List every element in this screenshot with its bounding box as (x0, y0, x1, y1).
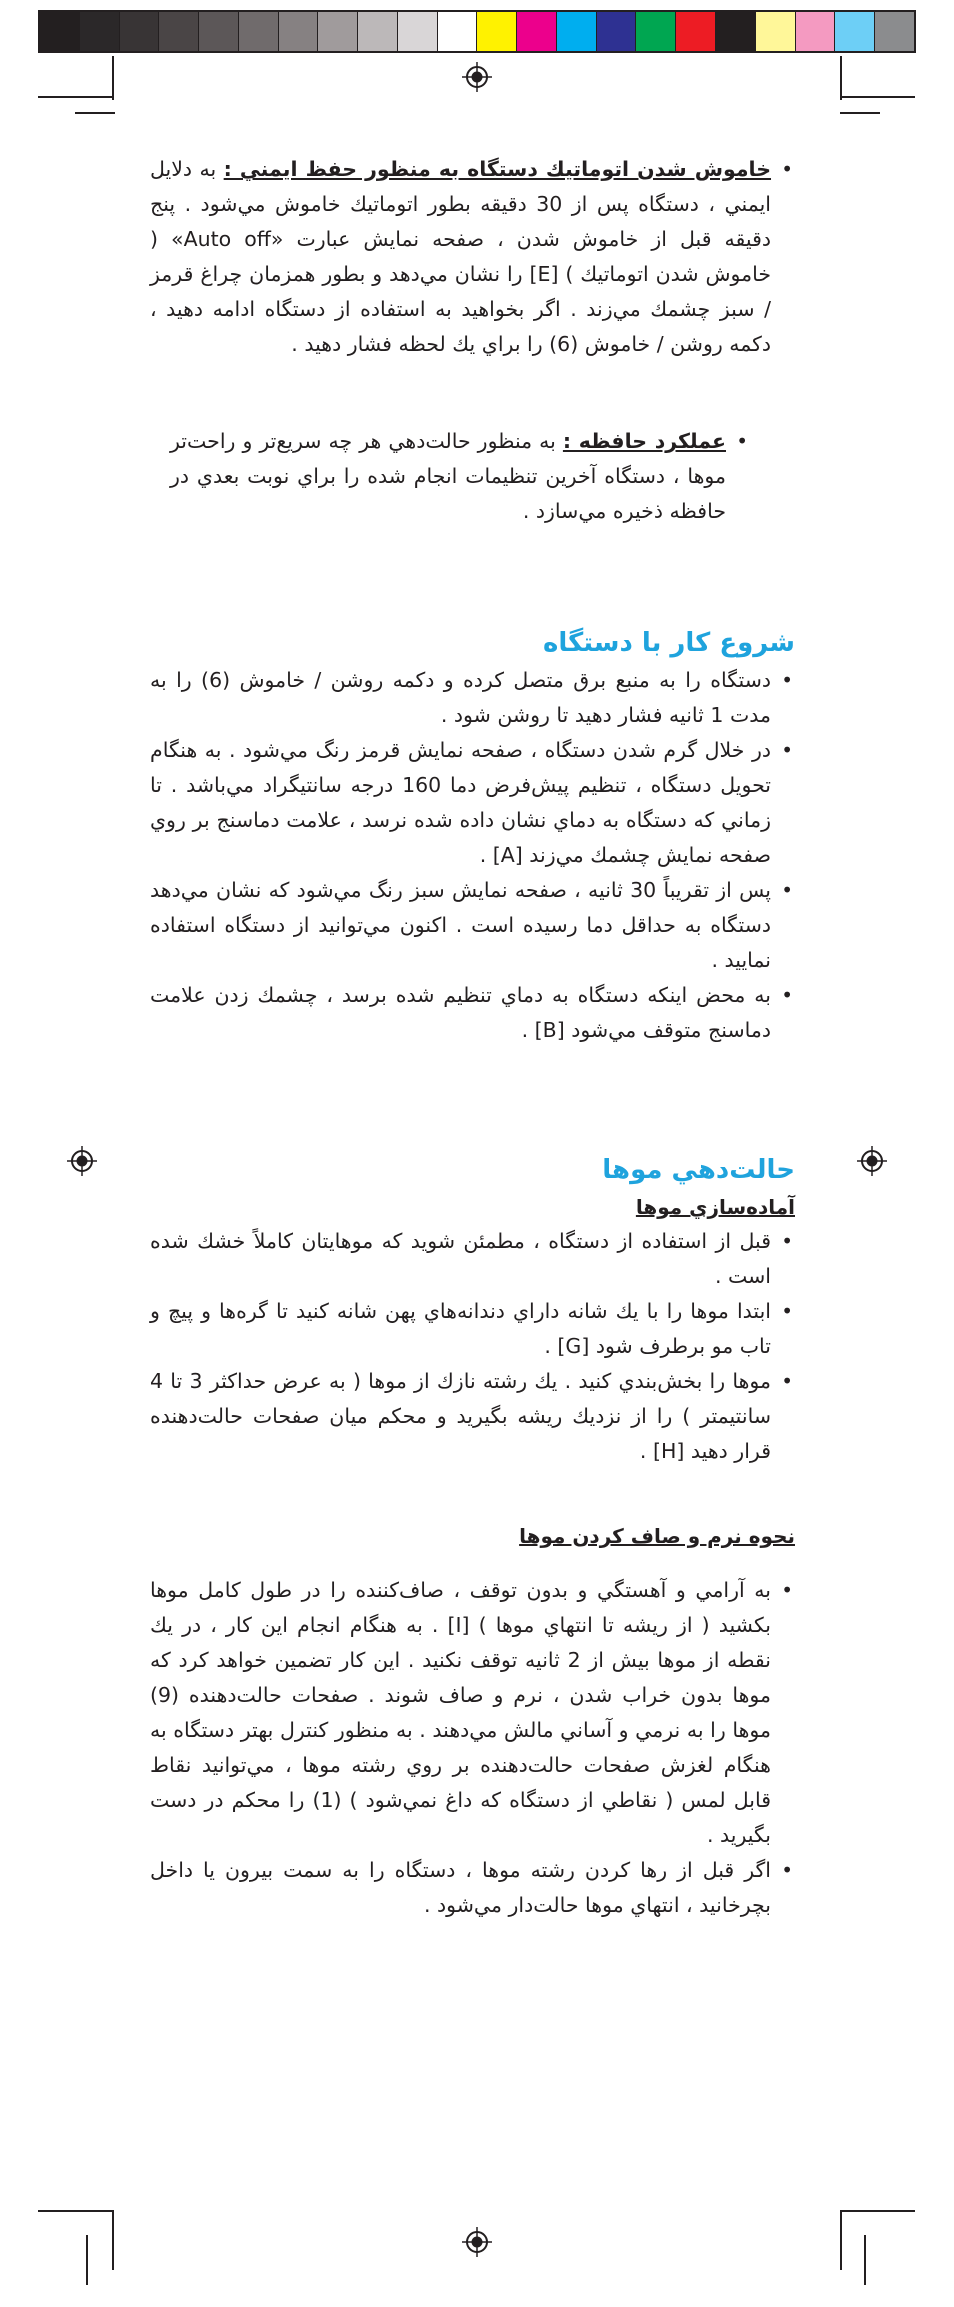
list-item: • دستگاه را به منبع برق متصل كرده و دكمه روشن / خاموش (6) را به مدت 1 ثانيه فشار دهيد تا روشن شود . (150, 663, 795, 733)
manual-text-column (150, 152, 795, 1923)
feature-lead: عملكرد حافظه : (562, 429, 726, 453)
color-swatch (676, 12, 716, 51)
color-swatch (597, 12, 637, 51)
preparation-list (150, 1224, 795, 1469)
color-swatch (398, 12, 438, 51)
crop-mark (86, 2235, 88, 2285)
crop-mark (840, 2210, 915, 2212)
color-swatch (199, 12, 239, 51)
feature-memory (170, 424, 750, 529)
subheading-preparation: آماده‌سازي موها (635, 1195, 795, 1219)
color-swatch (279, 12, 319, 51)
list-item: • در خلال گرم شدن دستگاه ، صفحه نمايش قرمز رنگ مي‌شود . به هنگام تحويل دستگاه ، تنظيم پيش‌فرض دما 160 درجه سانتيگراد مي‌باشد . تا زماني كه دستگاه به دماي نشان داده شده نرسد ، علامت دماسنج بر روي صفحه نمايش چشمك مي‌زند [A] . (150, 733, 795, 873)
color-swatch (835, 12, 875, 51)
color-swatch (636, 12, 676, 51)
color-swatch (517, 12, 557, 51)
crop-mark (840, 56, 842, 100)
color-swatch (756, 12, 796, 51)
feature-lead: خاموش شدن اتوماتيك دستگاه به منظور حفظ ايمني : (223, 157, 772, 181)
subheading-smoothing: نحوه نرم و صاف كردن موها (519, 1524, 795, 1548)
crop-mark (840, 96, 915, 98)
crop-mark (112, 56, 114, 100)
color-swatch (477, 12, 517, 51)
list-item: • ابتدا موها را با يك شانه داراي دندانه‌هاي پهن شانه كنيد تا گره‌ها و پيچ و تاب مو برطرف شود [G] . (150, 1294, 795, 1364)
color-swatch (358, 12, 398, 51)
smoothing-list (150, 1573, 795, 1923)
color-swatch (875, 12, 914, 51)
color-swatch (557, 12, 597, 51)
color-swatch (80, 12, 120, 51)
feature-text: به منظور حالت‌دهي هر چه سريع‌تر و راحت‌تر موها ، دستگاه آخرين تنظيمات انجام شده را براي نوبت بعدي در حافظه ذخيره مي‌سازد . (170, 429, 726, 523)
color-swatch (716, 12, 756, 51)
color-swatch (796, 12, 836, 51)
color-swatch (120, 12, 160, 51)
list-item: • پس از تقريباً 30 ثانيه ، صفحه نمايش سبز رنگ مي‌شود كه نشان مي‌دهد دستگاه به حداقل دما رسيده است . اكنون مي‌توانيد از دستگاه استفاده نماييد . (150, 873, 795, 978)
section-title-getting-started: شروع كار با دستگاه (543, 628, 795, 658)
feature-list (150, 152, 795, 362)
color-swatch (159, 12, 199, 51)
list-item: • موها را بخش‌بندي كنيد . يك رشته نازك از موها ( به عرض حداكثر 3 تا 4 سانتيمتر ) را از نزديك ريشه بگيريد و محكم ميان صفحات حالت‌دهنده قرار دهيد [H] . (150, 1364, 795, 1469)
crop-mark (75, 112, 115, 114)
color-swatch (438, 12, 478, 51)
list-item: • قبل از استفاده از دستگاه ، مطمئن شويد كه موهايتان كاملاً خشك شده است . (150, 1224, 795, 1294)
feature-text: به دلايل ايمني ، دستگاه پس از 30 دقيقه بطور اتوماتيك خاموش مي‌شود . پنج دقيقه قبل از خاموش شدن ، صفحه نمايش عبارت «Auto off» ( خاموش شدن اتوماتيك ) [E] را نشان مي‌دهد و بطور همزمان چراغ قرمز / سبز چشمك مي‌زند . اگر بخواهيد به استفاده از دستگاه ادامه دهيد ، دكمه روشن / خاموش (6) را براي يك لحظه فشار دهيد . (150, 157, 772, 356)
crop-mark (840, 112, 880, 114)
list-item: • به محض اينكه دستگاه به دماي تنظيم شده برسد ، چشمك زدن علامت دماسنج متوقف مي‌شود [B] . (150, 978, 795, 1048)
list-item: • به آرامي و آهستگي و بدون توقف ، صاف‌كننده را در طول كامل موها بكشيد ( از ريشه تا انتهاي موها ) [I] . به هنگام انجام اين كار ، در يك نقطه از موها بيش از 2 ثانيه توقف نكنيد . اين كار تضمين خواهد كرد كه موها بدون خراب شدن ، نرم و صاف شوند . صفحات حالت‌دهنده (9) موها را به نرمي و آساني مالش مي‌دهند . به منظور كنترل بهتر دستگاه به هنگام لغزش صفحات حالت‌دهنده بر روي رشته موها ، مي‌توانيد نقاط قابل لمس ( نقاطي از دستگاه كه داغ نمي‌شود ) (1) را محكم در دست بگيريد . (150, 1573, 795, 1853)
list-item: • اگر قبل از رها كردن رشته موها ، دستگاه را به سمت بيرون يا داخل بچرخانيد ، انتهاي موها حالت‌دار مي‌شود . (150, 1853, 795, 1923)
registration-mark-icon (67, 1146, 97, 1176)
crop-mark (38, 2210, 113, 2212)
registration-mark-icon (462, 2227, 492, 2257)
section-title-styling: حالت‌دهي موها (602, 1155, 795, 1185)
color-swatch (318, 12, 358, 51)
crop-mark (840, 2210, 842, 2270)
color-swatch (40, 12, 80, 51)
registration-mark-icon (857, 1146, 887, 1176)
feature-auto-off (150, 152, 795, 362)
crop-mark (38, 96, 113, 98)
crop-mark (112, 2210, 114, 2270)
printer-color-bar (38, 10, 916, 53)
feature-list (150, 424, 795, 529)
color-swatch (239, 12, 279, 51)
getting-started-list (150, 663, 795, 1048)
registration-mark-icon (462, 62, 492, 92)
crop-mark (864, 2235, 866, 2285)
